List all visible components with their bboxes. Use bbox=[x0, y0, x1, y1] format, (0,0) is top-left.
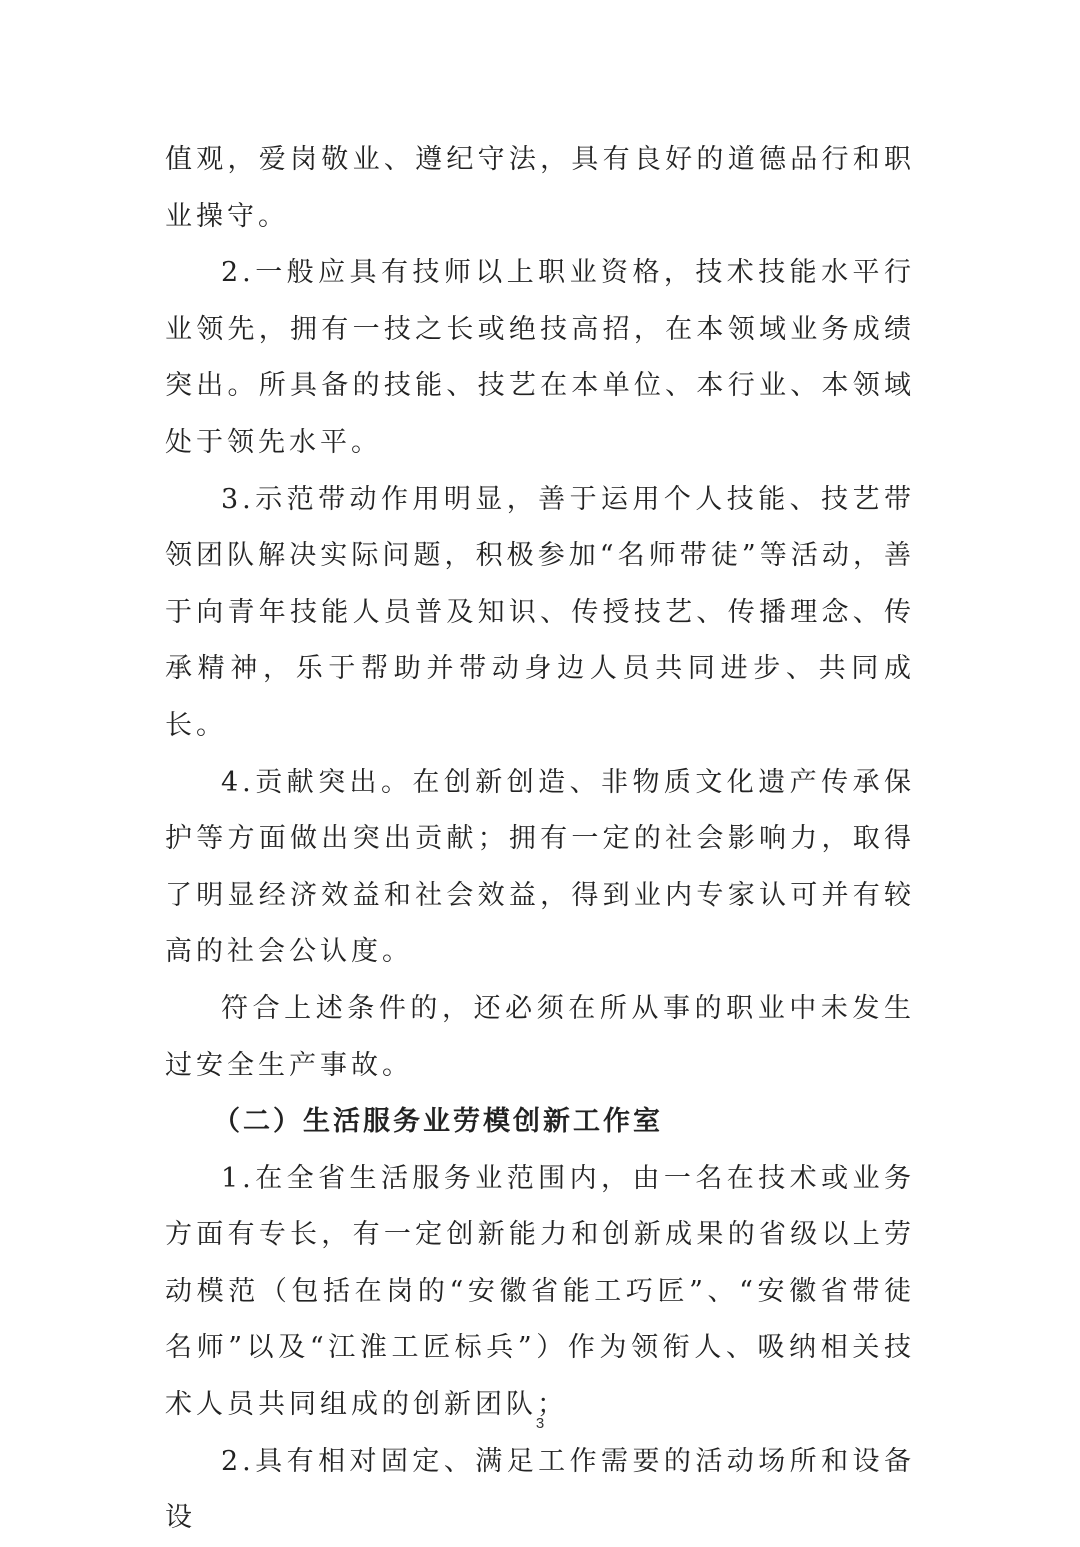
document-body bbox=[165, 132, 915, 1547]
paragraph-item-3: 3.示范带动作用明显，善于运用个人技能、技艺带领团队解决实际问题，积极参加“名师带徒”等活动，善于向青年技能人员普及知识、传授技艺、传播理念、传承精神，乐于帮助并带动身边人员共同进步、共同成长。 bbox=[165, 483, 915, 741]
section-paragraph-item-1: 1.在全省生活服务业范围内，由一名在技术或业务方面有专长，有一定创新能力和创新成果的省级以上劳动模范（包括在岗的“安徽省能工巧匠”、“安徽省带徒名师”以及“江淮工匠标兵”）作为领衔人、吸纳相关技术人员共同组成的创新团队； bbox=[165, 1162, 915, 1421]
page-number: 3 bbox=[535, 1415, 545, 1432]
section-paragraph-item-2: 2.具有相对固定、满足工作需要的活动场所和设备设 bbox=[165, 1445, 915, 1534]
section-heading: （二）生活服务业劳模创新工作室 bbox=[213, 1106, 663, 1138]
paragraph-continuation: 值观，爱岗敬业、遵纪守法，具有良好的道德品行和职业操守。 bbox=[165, 144, 915, 232]
paragraph-safety-condition: 符合上述条件的，还必须在所从事的职业中未发生过安全生产事故。 bbox=[165, 992, 915, 1081]
paragraph-item-2: 2.一般应具有技师以上职业资格，技术技能水平行业领先，拥有一技之长或绝技高招，在本领域业务成绩突出。所具备的技能、技艺在本单位、本行业、本领域处于领先水平。 bbox=[165, 257, 915, 458]
paragraph-item-4: 4.贡献突出。在创新创造、非物质文化遗产传承保护等方面做出突出贡献；拥有一定的社会影响力，取得了明显经济效益和社会效益，得到业内专家认可并有较高的社会公认度。 bbox=[165, 766, 915, 968]
